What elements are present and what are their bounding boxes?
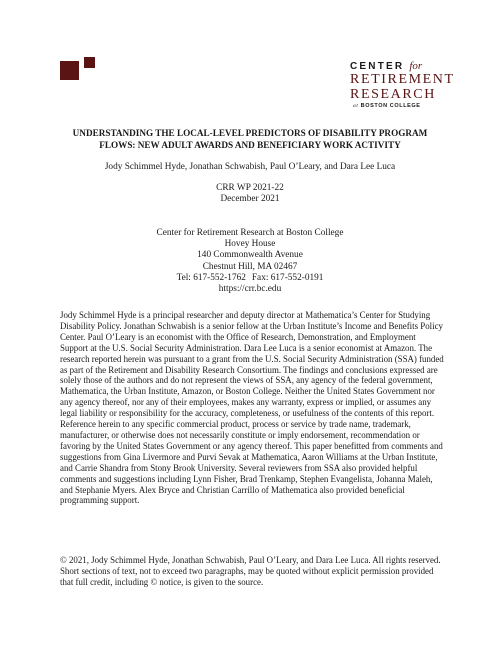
address-building: Hovey House bbox=[224, 239, 276, 250]
logo-line-retirement: RETIREMENT bbox=[350, 72, 455, 87]
copyright-paragraph: © 2021, Jody Schimmel Hyde, Jonathan Schwabish, Paul O’Leary, and Dara Lee Luca. All rights reserved. Short sections of text, not to exceed two paragraphs, may be quoted without explicit permission provided that full credit, including © notice, is given to the source. bbox=[60, 555, 441, 587]
title-line-1: UNDERSTANDING THE LOCAL-LEVEL PREDICTORS OF DISABILITY PROGRAM bbox=[72, 128, 428, 138]
author-list: Jody Schimmel Hyde, Jonathan Schwabish, Paul O’Leary, and Dara Lee Luca bbox=[104, 162, 396, 172]
address-phone-fax bbox=[177, 273, 324, 283]
crr-logo bbox=[350, 60, 455, 110]
logo-square-large bbox=[60, 61, 79, 80]
working-paper-date: December 2021 bbox=[220, 194, 280, 204]
address-tel: Tel: 617-552-1762 bbox=[176, 272, 246, 283]
logo-square-small bbox=[84, 57, 95, 68]
logo-squares-mark bbox=[60, 57, 100, 87]
address-street: 140 Commonwealth Avenue bbox=[197, 250, 303, 261]
logo-line-center: CENTER for bbox=[350, 60, 423, 72]
logo-line-research: RESEARCH bbox=[350, 87, 436, 102]
working-paper-info bbox=[40, 183, 460, 205]
address-city: Chestnut Hill, MA 02467 bbox=[202, 261, 298, 272]
address-url-link[interactable]: https://crr.bc.edu bbox=[218, 284, 282, 295]
address-fax: Fax: 617-552-0191 bbox=[251, 272, 324, 283]
paper-title bbox=[40, 127, 460, 151]
org-address bbox=[40, 228, 460, 295]
logo-line-college: at BOSTON COLLEGE bbox=[353, 103, 421, 109]
working-paper-number: CRR WP 2021-22 bbox=[216, 183, 284, 193]
author-disclaimer-paragraph: Jody Schimmel Hyde is a principal researcher and deputy director at Mathematica’s Center for Studying Disability Policy. Jonathan Schwabish is a senior fellow at the Urban Institute’s Income and Benefits Policy Center. Paul O’Leary is an economist with the Office of Research, Demonstration, and Employment Support at the U.S. Social Security Administration. Dara Lee Luca is a senior economist at Amazon. The research reported herein was pursuant to a grant from the U.S. Social Security Administration (SSA) funded as part of the Retirement and Disability Research Consortium. The findings and conclusions expressed are solely those of the authors and do not represent the views of SSA, any agency of the federal government, Mathematica, the Urban Institute, Amazon, or Boston College. Neither the United States Government nor any agency thereof, nor any of their employees, makes any warranty, express or implied, or assumes any legal liability or responsibility for the accuracy, completeness, or usefulness of the contents of this report. Reference herein to any specific commercial product, process or service by trade name, trademark, manufacturer, or otherwise does not necessarily constitute or imply endorsement, recommendation or favoring by the United States Government or any agency thereof. This paper benefitted from comments and suggestions from Gina Livermore and Purvi Sevak at Mathematica, Aaron Williams at the Urban Institute, and Carrie Shandra from Stony Brook University. Several reviewers from SSA also provided helpful comments and suggestions including Lynn Fisher, Brad Trenkamp, Stephen Evangelista, Johanna Maleh, and Stephanie Myers. Alex Bryce and Christian Carrillo of Mathematica also provided beneficial programming support. bbox=[60, 310, 444, 506]
title-line-2: FLOWS: NEW ADULT AWARDS AND BENEFICIARY WORK ACTIVITY bbox=[99, 140, 401, 150]
address-org: Center for Retirement Research at Boston College bbox=[156, 228, 344, 238]
